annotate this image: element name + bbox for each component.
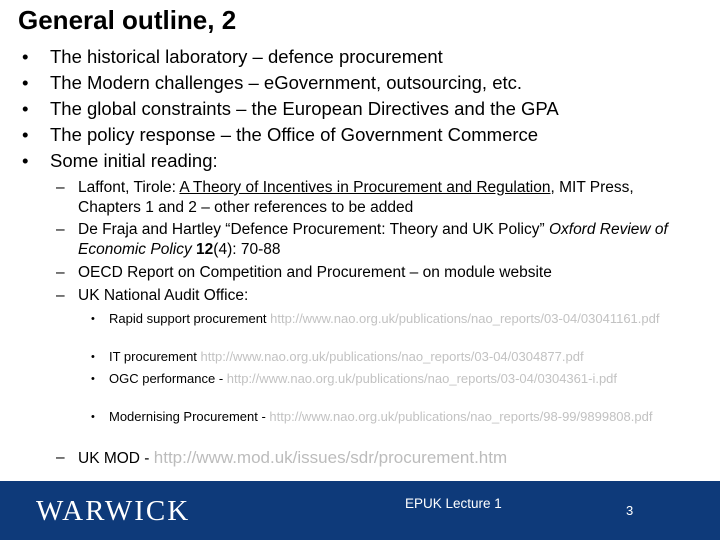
journal-title: Oxford Review of Economic Policy	[78, 221, 668, 258]
warwick-logo: WARWICK	[36, 495, 191, 527]
bullet-icon: •	[91, 351, 95, 363]
reading-details: , MIT Press, Chapters 1 and 2 – other references to be added	[78, 179, 634, 216]
bullet-icon: •	[22, 150, 29, 171]
page-number: 3	[626, 503, 634, 518]
footer-bar	[0, 481, 720, 540]
journal-volume: 12	[191, 241, 214, 258]
bullet-text: Some initial reading:	[50, 150, 218, 171]
nao-report-text	[109, 371, 701, 388]
dash-icon: –	[56, 221, 65, 238]
reading-text	[78, 220, 688, 260]
nao-report-label: Modernising Procurement -	[109, 409, 270, 424]
dash-icon: –	[56, 449, 65, 466]
journal-issue: (4): 70-88	[213, 241, 281, 258]
bullet-icon: •	[22, 124, 29, 145]
dash-icon: –	[56, 179, 65, 196]
bullet-text: The policy response – the Office of Government Commerce	[50, 124, 539, 145]
nao-report-link[interactable]: http://www.nao.org.uk/publications/nao_reports/03-04/0304361-i.pdf	[226, 371, 618, 386]
nao-report-label: OGC performance -	[109, 371, 227, 386]
nao-report-link[interactable]: http://www.nao.org.uk/publications/nao_reports/03-04/0304877.pdf	[200, 349, 584, 364]
reading-text	[78, 448, 688, 469]
nao-report-text	[109, 409, 701, 426]
lecture-label: EPUK Lecture 1	[405, 496, 502, 511]
reading-text	[78, 178, 688, 218]
reading-authors: Laffont, Tirole:	[78, 179, 180, 196]
nao-report-link[interactable]: http://www.nao.org.uk/publications/nao_reports/98-99/9899808.pdf	[269, 409, 653, 424]
bullet-text: The global constraints – the European Directives and the GPA	[50, 98, 559, 119]
reading-text: UK National Audit Office:	[78, 287, 249, 304]
bullet-icon: •	[22, 72, 29, 93]
bullet-icon: •	[91, 411, 95, 423]
reading-authors: De Fraja and Hartley “Defence Procurement: Theory and UK Policy”	[78, 221, 549, 238]
nao-report-label: Rapid support procurement	[109, 311, 271, 326]
bullet-icon: •	[22, 98, 29, 119]
bullet-text: The historical laboratory – defence procurement	[50, 46, 443, 67]
mod-label: UK MOD -	[78, 450, 154, 467]
bullet-icon: •	[22, 46, 29, 67]
bullet-icon: •	[91, 373, 95, 385]
slide-title: General outline, 2	[18, 5, 237, 35]
dash-icon: –	[56, 264, 65, 281]
bullet-icon: •	[91, 313, 95, 325]
nao-report-label: IT procurement	[109, 349, 201, 364]
dash-icon: –	[56, 287, 65, 304]
nao-report-text	[109, 311, 701, 328]
bullet-text: The Modern challenges – eGovernment, outsourcing, etc.	[50, 72, 523, 93]
nao-report-text	[109, 349, 701, 366]
reading-text: OECD Report on Competition and Procurement – on module website	[78, 264, 552, 281]
book-title: A Theory of Incentives in Procurement and Regulation	[179, 179, 551, 196]
mod-link[interactable]: http://www.mod.uk/issues/sdr/procurement.htm	[153, 448, 508, 467]
nao-report-link[interactable]: http://www.nao.org.uk/publications/nao_reports/03-04/03041161.pdf	[270, 311, 660, 326]
